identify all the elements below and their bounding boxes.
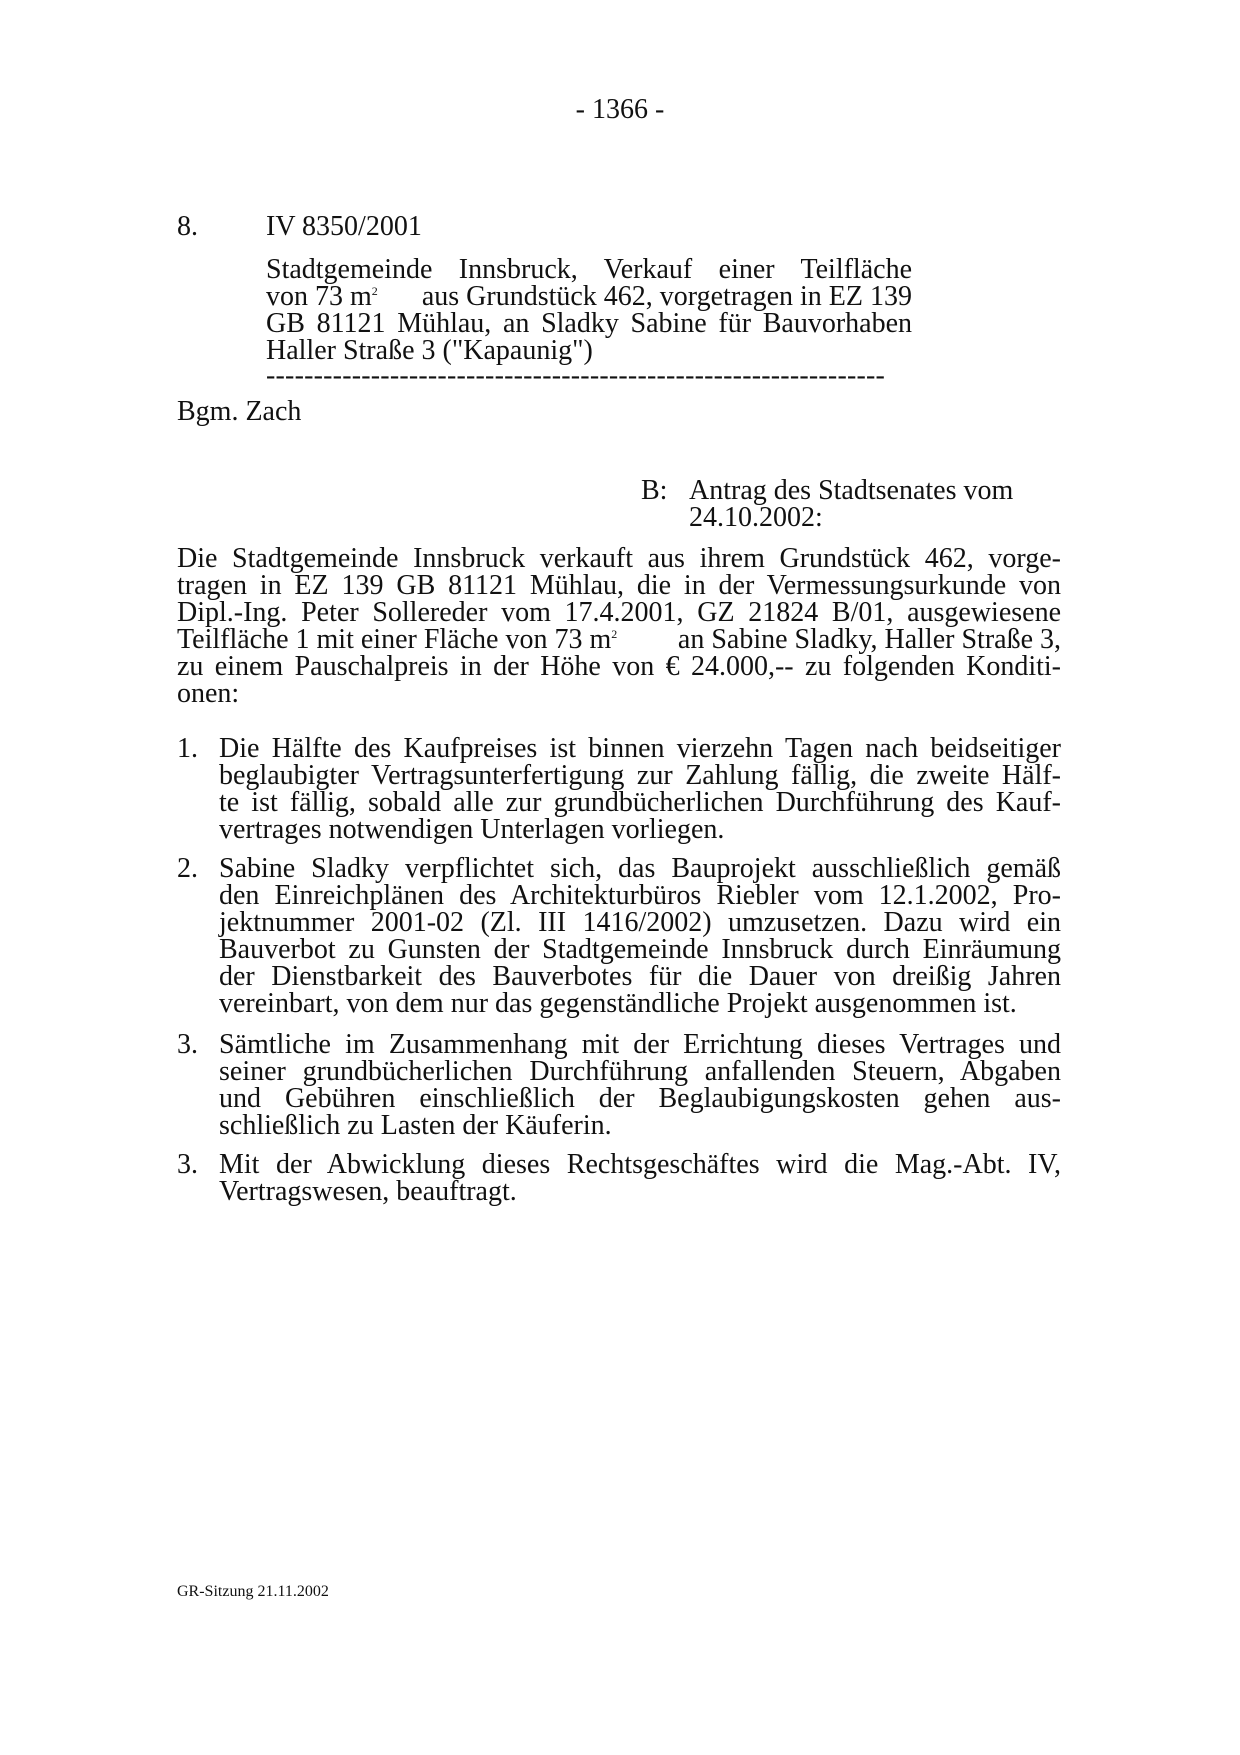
intro-line — [177, 626, 1061, 653]
intro-line: Dipl.-Ing. Peter Sollereder vom 17.4.2001, GZ 21824 B/01, ausgewiesene — [177, 597, 1061, 628]
item-title-line: GB 81121 Mühlau, an Sladky Sabine für Bauvorhaben — [266, 308, 912, 339]
separator-line: ----------------------------------------------------------------- — [266, 360, 886, 391]
condition-line: schließlich zu Lasten der Käuferin. — [219, 1110, 612, 1141]
motion-title: Antrag des Stadtsenates vom — [689, 475, 1014, 506]
condition-line: Mit der Abwicklung dieses Rechtsgeschäftes wird die Mag.-Abt. IV, — [219, 1149, 1061, 1180]
item-title-line: Stadtgemeinde Innsbruck, Verkauf einer Teilfläche — [266, 254, 912, 285]
condition-line: Bauverbot zu Gunsten der Stadtgemeinde Innsbruck durch Einräumung — [219, 934, 1061, 965]
condition-number: 1. — [177, 733, 198, 764]
item-title-line: Haller Straße 3 ("Kapaunig") — [266, 335, 593, 366]
intro-line: tragen in EZ 139 GB 81121 Mühlau, die in der Vermessungsurkunde von — [177, 570, 1061, 601]
condition-line: jektnummer 2001-02 (Zl. III 1416/2002) umzusetzen. Dazu wird ein — [219, 907, 1061, 938]
condition-number: 3. — [177, 1149, 198, 1180]
condition-line: seiner grundbücherlichen Durchführung anfallenden Steuern, Abgaben — [219, 1056, 1061, 1087]
intro-line: zu einem Pauschalpreis in der Höhe von € 24.000,-- zu folgenden Konditi- — [177, 651, 1061, 682]
intro-line: onen: — [177, 678, 240, 709]
item-number: 8. — [177, 211, 198, 242]
condition-line: der Dienstbarkeit des Bauverbotes für die Dauer von dreißig Jahren — [219, 961, 1061, 992]
intro-area-rest: an Sabine Sladky, Haller Straße 3, — [677, 624, 1061, 655]
motion-date: 24.10.2002: — [689, 502, 823, 533]
condition-line: vertrages notwendigen Unterlagen vorliegen. — [219, 814, 725, 845]
condition-number: 3. — [177, 1029, 198, 1060]
item-reference: IV 8350/2001 — [266, 211, 422, 242]
page-number: - 1366 - — [575, 94, 665, 125]
condition-line: Sabine Sladky verpflichtet sich, das Bauprojekt ausschließlich gemäß — [219, 853, 1061, 884]
condition-line: den Einreichplänen des Architekturbüros Riebler vom 12.1.2002, Pro- — [219, 880, 1061, 911]
condition-line: und Gebühren einschließlich der Beglaubigungskosten gehen aus- — [219, 1083, 1061, 1114]
motion-label: B: — [641, 475, 668, 506]
condition-line: Die Hälfte des Kaufpreises ist binnen vierzehn Tagen nach beidseitiger — [219, 733, 1061, 764]
item-title-line — [266, 283, 912, 310]
item-title-rest: aus Grundstück 462, vorgetragen in EZ 139 — [421, 281, 912, 312]
condition-line: Sämtliche im Zusammenhang mit der Errichtung dieses Vertrages und — [219, 1029, 1061, 1060]
intro-line: Die Stadtgemeinde Innsbruck verkauft aus ihrem Grundstück 462, vorge- — [177, 543, 1061, 574]
item-title-area: von 73 $m^2$ — [266, 281, 378, 312]
speaker-name: Bgm. Zach — [177, 396, 302, 427]
condition-line: Vertragswesen, beauftragt. — [219, 1176, 517, 1207]
footer-session-date: GR-Sitzung 21.11.2002 — [177, 1583, 329, 1600]
condition-line: vereinbart, von dem nur das gegenständliche Projekt ausgenommen ist. — [219, 988, 1017, 1019]
condition-line: te ist fällig, sobald alle zur grundbücherlichen Durchführung des Kauf- — [219, 787, 1061, 818]
condition-number: 2. — [177, 853, 198, 884]
condition-line: beglaubigter Vertragsunterfertigung zur Zahlung fällig, die zweite Hälf- — [219, 760, 1061, 791]
intro-area: Teilfläche 1 mit einer Fläche von 73 $m^2$ — [177, 624, 618, 655]
